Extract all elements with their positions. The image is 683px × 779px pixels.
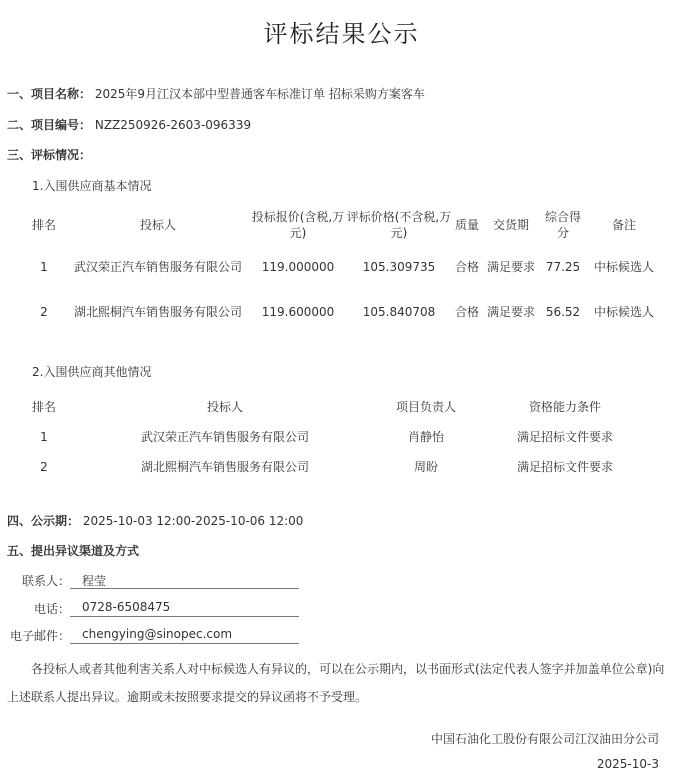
cell-bidder: 湖北熙桐汽车销售服务有限公司 xyxy=(73,304,242,319)
contact-person-row xyxy=(0,572,683,590)
project-name-label: 一、项目名称： xyxy=(7,87,92,101)
objection-heading xyxy=(7,542,139,559)
header-bidder: 投标人 xyxy=(206,400,243,414)
table2-subtitle: 2.入围供应商其他情况 xyxy=(32,365,152,379)
header-price: 投标报价(含税,万元) xyxy=(251,210,345,240)
evaluation-label: 三、评标情况： xyxy=(7,148,92,162)
contact-person-label: 联系人： xyxy=(21,574,70,588)
header-quality: 质量 xyxy=(454,218,479,232)
cell-qualification: 满足招标文件要求 xyxy=(516,460,613,474)
contact-phone-row xyxy=(0,600,683,618)
contact-phone-label: 电话： xyxy=(33,602,70,616)
publicity-period-value: 2025-10-03 12:00-2025-10-06 12:00 xyxy=(82,514,304,528)
table1-subtitle: 1.入围供应商基本情况 xyxy=(32,179,152,193)
objection-label: 五、提出异议渠道及方式 xyxy=(7,544,140,558)
cell-rank: 2 xyxy=(40,304,48,319)
cell-price: 119.000000 xyxy=(261,259,335,274)
objection-notice: 各投标人或者其他利害关系人对中标候选人有异议的，可以在公示期内，以书面形式(法定代表人签字并加盖单位公章)向上述联系人提出异议。逾期或未按照要求提交的异议函将不予受理。 xyxy=(7,662,665,704)
header-manager: 项目负责人 xyxy=(395,400,456,414)
cell-rank: 1 xyxy=(40,259,48,274)
header-rank: 排名 xyxy=(31,400,56,414)
supplier-basic-table xyxy=(22,206,662,334)
cell-bidder: 武汉荣正汽车销售服务有限公司 xyxy=(140,430,309,444)
cell-note: 中标候选人 xyxy=(593,259,654,274)
contact-person-value: 程莹 xyxy=(70,572,299,589)
cell-rank: 2 xyxy=(40,460,48,474)
table-row xyxy=(22,289,662,334)
issue-date: 2025-10-3 xyxy=(596,757,659,771)
table-row xyxy=(22,422,662,452)
contact-email-label: 电子邮件： xyxy=(9,629,70,643)
cell-manager: 肖静怡 xyxy=(407,430,444,444)
cell-eval-price: 105.840708 xyxy=(362,304,436,319)
cell-quality: 合格 xyxy=(454,259,479,274)
cell-bidder: 武汉荣正汽车销售服务有限公司 xyxy=(73,259,242,274)
project-number-row xyxy=(7,116,251,133)
cell-note: 中标候选人 xyxy=(593,304,654,319)
page-title: 评标结果公示 xyxy=(263,20,420,48)
header-eval-price: 评标价格(不含税,万元) xyxy=(346,210,452,240)
project-number-label: 二、项目编号： xyxy=(7,118,92,132)
cell-delivery: 满足要求 xyxy=(486,259,535,274)
header-qualification: 资格能力条件 xyxy=(528,400,601,414)
cell-score: 56.52 xyxy=(545,304,581,319)
contact-phone-value: 0728-6508475 xyxy=(70,600,299,617)
header-note: 备注 xyxy=(611,218,636,232)
cell-qualification: 满足招标文件要求 xyxy=(516,430,613,444)
header-bidder: 投标人 xyxy=(139,218,176,232)
project-number-value: NZZ250926-2603-096339 xyxy=(94,118,252,132)
table-header-row xyxy=(22,206,662,244)
header-rank: 排名 xyxy=(31,218,56,232)
cell-score: 77.25 xyxy=(545,259,581,274)
project-name-value: 2025年9月江汉本部中型普通客车标准订单 招标采购方案客车 xyxy=(94,87,425,101)
issuing-organization: 中国石油化工股份有限公司江汉油田分公司 xyxy=(430,732,659,746)
publicity-period-label: 四、公示期： xyxy=(7,514,80,528)
cell-quality: 合格 xyxy=(454,304,479,319)
cell-eval-price: 105.309735 xyxy=(362,259,436,274)
cell-manager: 周盼 xyxy=(413,460,438,474)
cell-price: 119.600000 xyxy=(261,304,335,319)
contact-email-value: chengying@sinopec.com xyxy=(70,627,299,644)
table-row xyxy=(22,452,662,482)
cell-rank: 1 xyxy=(40,430,48,444)
table-header-row xyxy=(22,392,662,422)
contact-email-row xyxy=(0,627,683,645)
cell-bidder: 湖北熙桐汽车销售服务有限公司 xyxy=(140,460,309,474)
project-name-row xyxy=(7,85,425,102)
header-score: 综合得分 xyxy=(544,210,581,240)
header-delivery: 交货期 xyxy=(492,218,529,232)
table-row xyxy=(22,244,662,289)
supplier-other-table xyxy=(22,392,662,482)
evaluation-heading xyxy=(7,146,91,163)
cell-delivery: 满足要求 xyxy=(486,304,535,319)
publicity-period-row xyxy=(7,512,303,529)
